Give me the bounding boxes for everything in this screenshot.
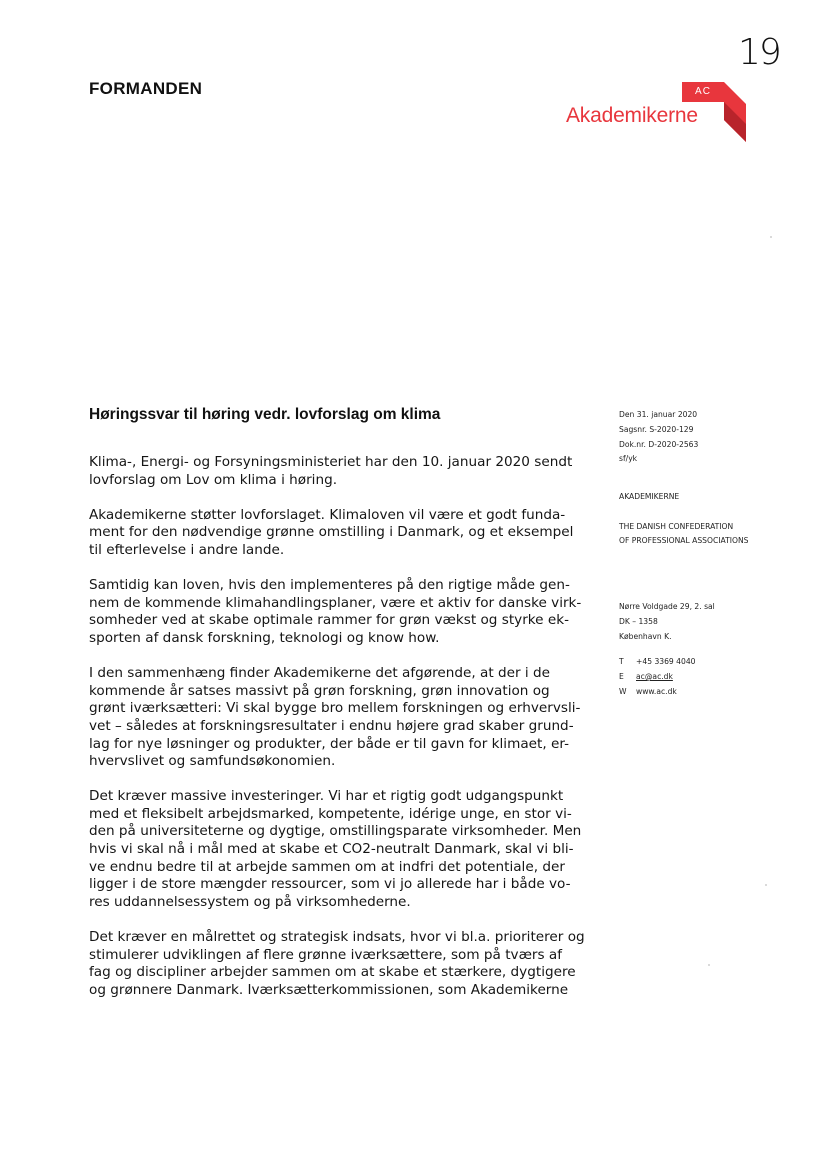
scan-speck [770,236,772,238]
paragraph-line: lag for nye løsninger og produkter, der både er til gavn for klimaet, er- [89,735,569,752]
text-line: DK – 1358 [619,616,658,626]
paragraph-line: kommende år satses massivt på grøn forskning, grøn innovation og [89,682,550,699]
paragraph-line: vet – således at forskningsresultater i endnu højere grad skaber grund- [89,717,574,734]
paragraph [89,788,589,911]
text-line [619,505,748,520]
paragraph-line: sporten af dansk forskning, teknologi og know how. [89,629,440,646]
paragraph-line: ligger i de store mængder ressourcer, som vi jo allerede har i både vo- [89,876,571,893]
logo-flag-icon [712,82,746,146]
paragraph-line: grønt iværksætteri: Vi skal bygge bro mellem forskningen og erhvervsli- [89,700,581,717]
contact-label: T [619,657,624,666]
document-body [89,454,589,1017]
paragraph [89,929,589,999]
paragraph-line: res uddannelsessystem og på virksomhederne. [89,893,411,910]
header-title: FORMANDEN [89,79,203,98]
paragraph-line: og grønnere Danmark. Iværksætterkommissionen, som Akademikerne [89,981,569,998]
paragraph-line: somheder ved at skabe optimale rammer for grøn vækst og styrke ek- [89,612,569,629]
akademikerne-logo [566,82,746,146]
contact-label: E [619,671,624,681]
paragraph-line: til efterlevelse i andre lande. [89,541,285,558]
paragraph-line: nem de kommende klimahandlingsplaner, være et aktiv for danske virk- [89,594,582,611]
paragraph [89,577,589,647]
text-line: AKADEMIKERNE [619,492,680,501]
sidebar-meta [619,408,698,467]
paragraph-line: Det kræver massive investeringer. Vi har et rigtig godt udgangspunkt [89,788,564,805]
sidebar-address [619,600,715,644]
document-title: Høringssvar til høring vedr. lovforslag om klima [89,406,441,423]
logo-badge: AC [682,82,724,102]
page-number: 19 [738,32,780,73]
text-line: Nørre Voldgade 29, 2. sal [619,602,715,611]
paragraph-line: den på universiteterne og dygtige, omstillingsparate virksomheder. Men [89,823,582,840]
scan-speck [708,964,710,966]
paragraph-line: stimulerer udviklingen af flere grønne iværksættere, som på tværs af [89,946,563,963]
logo-wordmark: Akademikerne [566,104,698,127]
paragraph-line: Samtidig kan loven, hvis den implementeres på den rigtige måde gen- [89,577,570,594]
email-link[interactable]: ac@ac.dk [636,671,673,681]
text-line: København K. [619,631,672,641]
paragraph-line: hvis vi skal nå i mål med at skabe et CO2-neutralt Danmark, skal vi bli- [89,841,574,858]
sidebar-contact [619,655,696,699]
sidebar-organization [619,490,748,549]
text-line: Sagsnr. S-2020-129 [619,424,694,434]
contact-row [619,655,696,670]
contact-row [619,685,696,700]
paragraph-line: Akademikerne støtter lovforslaget. Klimaloven vil være et godt funda- [89,506,566,523]
paragraph-line: lovforslag om Lov om klima i høring. [89,471,338,488]
paragraph-line: ment for den nødvendige grønne omstilling i Danmark, og et eksempel [89,524,574,541]
scan-speck [765,884,767,886]
text-line: OF PROFESSIONAL ASSOCIATIONS [619,536,749,546]
paragraph-line: Klima-, Energi- og Forsyningsministeriet har den 10. januar 2020 sendt [89,454,573,470]
text-line: THE DANISH CONFEDERATION [619,521,734,531]
text-line: Den 31. januar 2020 [619,410,698,419]
text-line: Dok.nr. D-2020-2563 [619,439,699,449]
website-link[interactable]: www.ac.dk [636,686,677,696]
paragraph [89,454,589,489]
paragraph-line: fag og discipliner arbejder sammen om at skabe et stærkere, dygtigere [89,964,576,981]
paragraph-line: med et fleksibelt arbejdsmarked, kompetente, idérige unge, en stor vi- [89,805,572,822]
paragraph-line: hvervslivet og samfundsøkonomien. [89,753,336,770]
contact-label: W [619,686,627,696]
text-line: sf/yk [619,454,638,464]
paragraph [89,507,589,560]
paragraph-line: I den sammenhæng finder Akademikerne det afgørende, at der i de [89,665,550,682]
contact-row [619,670,696,685]
paragraph [89,665,589,771]
phone-number: +45 3369 4040 [636,657,696,666]
paragraph-line: ve endnu bedre til at arbejde sammen om at indfri det potentiale, der [89,858,565,875]
paragraph-line: Det kræver en målrettet og strategisk indsats, hvor vi bl.a. prioriterer og [89,929,585,946]
